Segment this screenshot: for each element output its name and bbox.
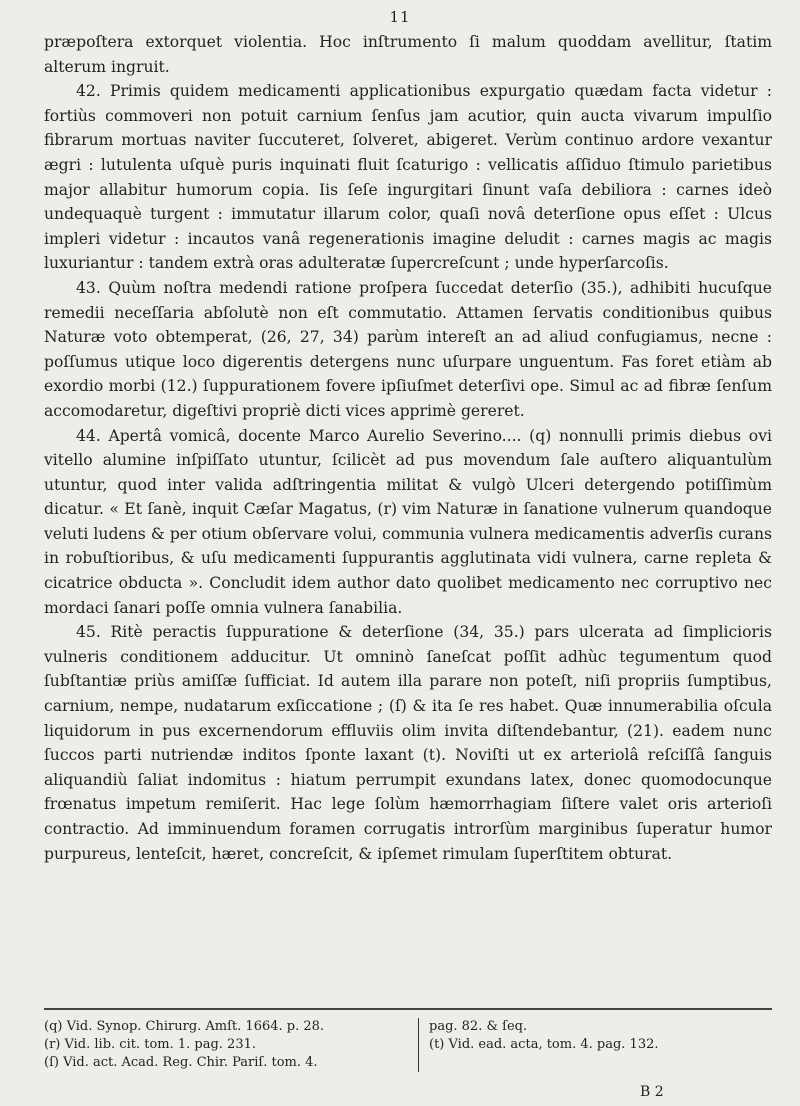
body-text [44, 30, 772, 866]
footnotes-left-column [44, 1018, 419, 1072]
page-number: 11 [389, 8, 411, 26]
footnote-divider [44, 1008, 772, 1010]
paragraph-continuation: præpoſtera extorquet violentia. Hoc inſtrumento ſi malum quoddam avellitur, ſtatim alterum ingruit. [44, 33, 772, 76]
paragraph-45: 45. Ritè peractis ſuppuratione & deterſione (34, 35.) pars ulcerata ad ſimplicioris vulneris conditionem adducitur. Ut omninò ſaneſcat poſſit adhùc tegumentum quod ſubſtantiæ priùs amiſſæ ſufficiat. Id autem illa parare non poteſt, niſi propriis ſumptibus, carnium, nempe, nudatarum exſiccatione ; (ſ) & ita ſe res habet. Quæ innumerabilia oſcula liquidorum in pus excernendorum effluviis olim invita diſtendebantur, (21). eadem nunc ſuccos parti nutriendæ inditos ſponte laxant (t). Noviſti ut ex arteriolâ reſciſſâ ſanguis aliquandiù ſaliat indomitus : hiatum perrumpit exundans latex, donec quomodocunque frœnatus impetum remiſerit. Hac lege ſolùm hæmorrhagiam ſiſtere valet oris arterioſi contractio. Ad imminuendum foramen corrugatis introrſùm marginibus ſuperatur humor purpureus, lenteſcit, hæret, concreſcit, & ipſemet rimulam ſuperſtitem obturat. [44, 623, 772, 863]
footnote-q: (q) Vid. Synop. Chirurg. Amſt. 1664. p. 28. [44, 1019, 325, 1034]
paragraph-43: 43. Quùm noſtra medendi ratione proſpera ſuccedat deterſio (35.), adhibiti hucuſque remedii neceſſaria abſolutè non eſt commutatio. Attamen ſervatis conditionibus quibus Naturæ voto obtemperat, (26, 27, 34) parùm intereſt an ad aliud confugiamus, necne : poſſumus utique loco digerentis detergens nunc uſurpare unguentum. Fas foret etiàm ab exordio morbi (12.) ſuppurationem fovere ipſiuſmet deterſivi ope. Simul ac ad fibræ ſenſum accomodaretur, digeſtivi propriè dicti vices apprimè gereret. [44, 278, 772, 420]
footnote-s: (ſ) Vid. act. Acad. Reg. Chir. Pariſ. tom. 4. [44, 1055, 318, 1070]
paragraph-42: 42. Primis quidem medicamenti applicationibus expurgatio quædam facta videtur : fortiùs commoveri non potuit carnium ſenſus jam acutior, quin aucta vivarum impulſio fibrarum mortuas naviter ſuccuteret, ſolveret, abigeret. Verùm continuo ardore vexantur ægri : lutulenta uſquè puris inquinati fluit ſcaturigo : vellicatis aſſiduo ſtimulo parietibus major allabitur humorum copia. Iis ſeſe ingurgitari ſinunt vaſa debiliora : carnes ideò undequaquè turgent : immutatur illarum color, quaſi novâ deterſione opus eſſet : Ulcus impleri videtur : incautos vanâ regenerationis imagine deludit : carnes magis ac magis luxuriantur : tandem extrà oras adulteratæ ſupercreſcunt ; unde hyperſarcoſis. [44, 82, 772, 273]
footnotes [44, 1018, 772, 1072]
footnote-t: (t) Vid. ead. acta, tom. 4. pag. 132. [429, 1037, 659, 1052]
paragraph-44: 44. Apertâ vomicâ, docente Marco Aurelio Severino.... (q) nonnulli primis diebus ovi vitello alumine inſpiſſato utuntur, ſcilicèt ad pus movendum ſale auſtero aliquantulùm utuntur, quod inter valida adſtringentia militat & vulgò Ulceri detergendo potiſſimùm dicatur. « Et ſanè, inquit Cæſar Magatus, (r) vim Naturæ in ſanatione vulnerum quandoque veluti ludens & per otium obſervare volui, communia vulnera medicamentis adverſis curans in robuſtioribus, & uſu medicamenti ſuppurantis agglutinata vidi vulnera, carne repleta & cicatrice obducta ». Concludit idem author dato quolibet medicamento nec corruptivo nec mordaci ſanari poſſe omnia vulnera ſanabilia. [44, 426, 772, 617]
footnote-q-continued: pag. 82. & ſeq. [429, 1019, 528, 1034]
signature-mark: B 2 [640, 1084, 664, 1100]
footnote-r: (r) Vid. lib. cit. tom. 1. pag. 231. [44, 1037, 257, 1052]
footnotes-right-column [419, 1018, 772, 1072]
